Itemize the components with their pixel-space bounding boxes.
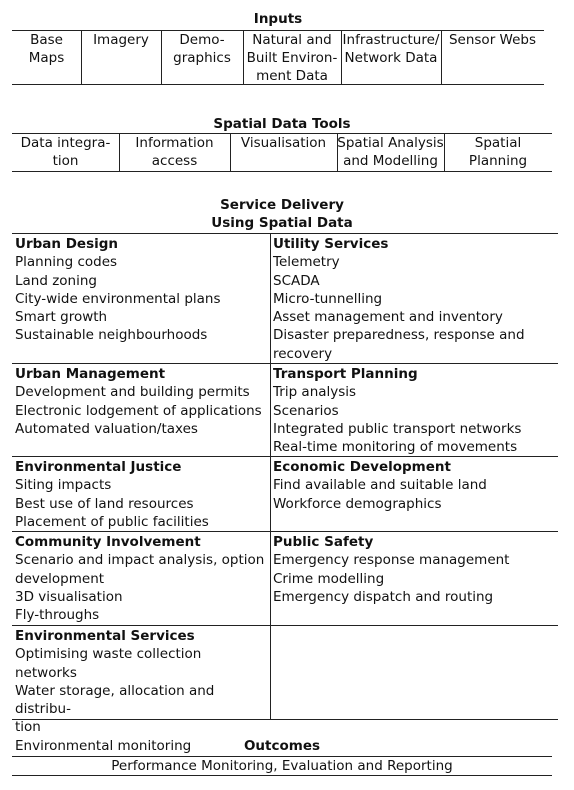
service-heading: Urban Management [15,366,166,382]
service-item: Crime modelling [273,570,385,587]
service-item: Sustainable neighbourhoods [15,327,208,344]
service-item: Smart growth [15,309,108,326]
tool-information-access: Information access [135,135,214,169]
service-cell-transport-planning [273,365,555,456]
service-heading: Transport Planning [273,366,418,382]
input-infrastructure-network-data: Infrastructure/ Network Data [342,32,440,66]
service-title-line2: Using Spatial Data [211,215,353,231]
service-item: Development and building permits [15,384,250,401]
service-item: City-wide environmental plans [15,290,221,307]
input-base-maps: Base Maps [28,32,65,66]
tool-spatial-planning: Spatial Planning [468,135,528,169]
service-cell-utility-services [273,235,555,363]
service-item: Placement of public facilities [15,513,209,530]
service-column-divider [270,233,271,719]
service-item: Siting impacts [15,477,112,494]
service-title-line1: Service Delivery [220,197,344,213]
service-item: Fly-throughs [15,607,100,624]
service-item: Emergency dispatch and routing [273,588,494,605]
service-cell-public-safety [273,533,555,606]
service-heading: Economic Development [273,459,451,475]
service-item: Micro-tunnelling [273,290,383,307]
service-item: Electronic lodgement of applications [15,402,262,419]
tool-data-integration: Data integra- tion [20,135,111,169]
service-item: Automated valuation/taxes [15,420,198,437]
spatial-tools-title: Spatial Data Tools [213,116,351,132]
service-item: Trip analysis [273,384,357,401]
service-cell-urban-management [15,365,267,438]
outcomes-title: Outcomes [243,738,321,754]
service-cell-community-involvement [15,533,267,624]
service-item: Workforce demographics [273,495,442,512]
tool-visualisation: Visualisation [240,135,327,151]
service-item: Telemetry [273,254,340,271]
service-item: Best use of land resources [15,495,194,512]
service-cell-environmental-justice [15,458,267,531]
service-top-rule [12,233,558,234]
service-item: Emergency response management [273,552,510,569]
service-heading: Public Safety [273,534,374,550]
service-item: Asset management and inventory [273,309,503,326]
service-item: Integrated public transport networks [273,420,522,437]
service-item: 3D visualisation [15,588,123,605]
input-imagery: Imagery [93,32,149,48]
service-heading: Community Involvement [15,534,201,550]
input-demographics: Demo- graphics [173,32,231,66]
service-item: Planning codes [15,254,118,271]
inputs-title: Inputs [253,11,303,27]
service-heading: Urban Design [15,236,119,252]
outcome-performance-monitoring: Performance Monitoring, Evaluation and Reporting [111,758,453,774]
service-item: Land zoning [15,272,97,289]
service-heading: Environmental Justice [15,459,182,475]
service-item: Scenario and impact analysis, option development [15,552,265,587]
input-sensor-webs: Sensor Webs [448,32,537,48]
tool-spatial-analysis-modelling: Spatial Analysis and Modelling [337,135,444,169]
service-item: Scenarios [273,402,339,419]
service-item: Optimising waste collection networks [15,646,202,681]
service-item: Environmental monitoring [15,737,192,754]
service-item: Find available and suitable land [273,477,487,494]
service-cell-urban-design [15,235,267,345]
input-natural-built-environment-data: Natural and Built Environ- ment Data [246,32,338,84]
service-item: SCADA [273,272,320,289]
service-heading: Environmental Services [15,628,195,644]
service-item: Real-time monitoring of movements [273,439,518,456]
service-item: Water storage, allocation and distribu- tion [15,682,215,736]
service-item: Disaster preparedness, response and recovery [273,327,525,362]
service-heading: Utility Services [273,236,389,252]
spatial-tools-bottom-rule [12,171,552,172]
outcomes-bottom-rule [12,775,552,776]
service-cell-environmental-services [15,627,267,755]
service-cell-economic-development [273,458,555,513]
